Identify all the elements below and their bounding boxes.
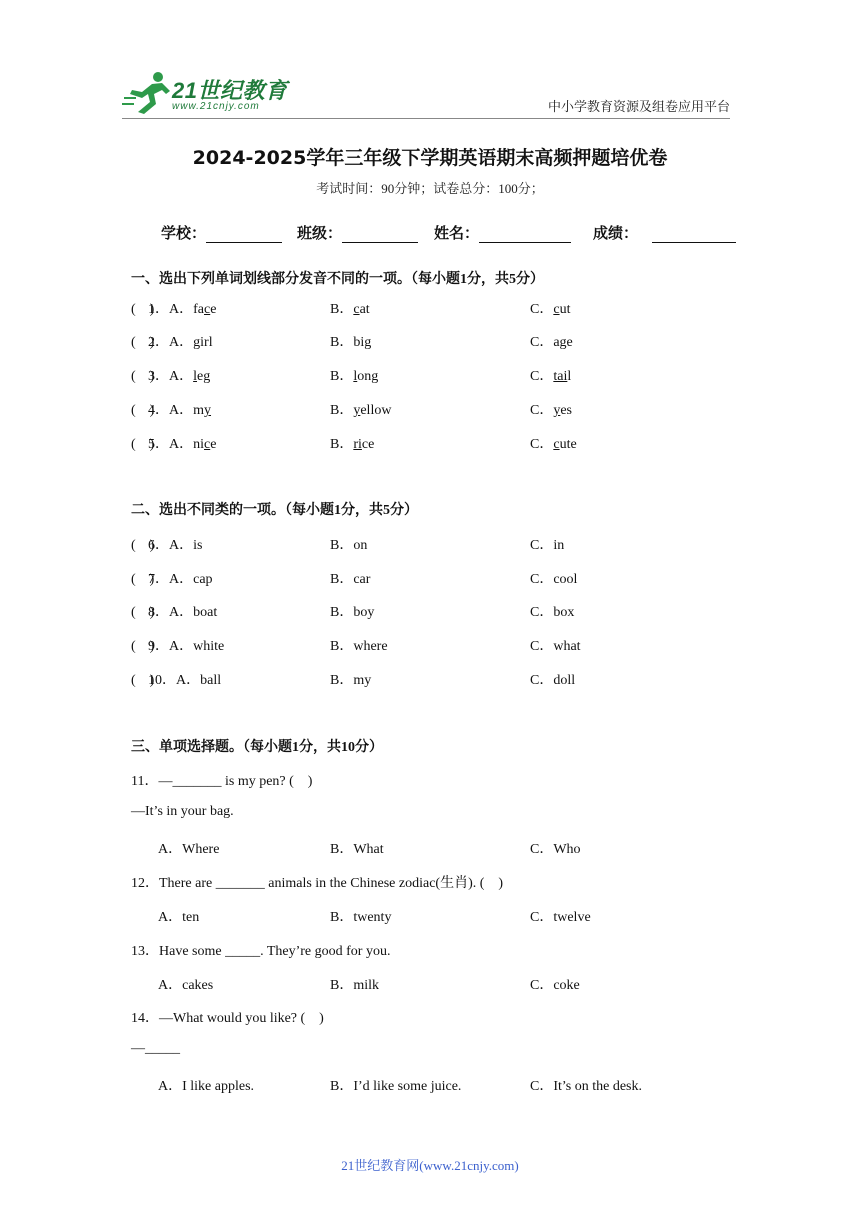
q3-option-b[interactable] bbox=[330, 365, 378, 385]
q4-option-b[interactable] bbox=[330, 399, 391, 419]
q2-option-a[interactable] bbox=[148, 331, 213, 351]
option-text: C．cool bbox=[530, 572, 578, 587]
score-label: 成绩： bbox=[593, 226, 639, 242]
option-text: 4．A． bbox=[148, 403, 194, 418]
class-field[interactable] bbox=[297, 222, 418, 243]
option-text: e bbox=[210, 302, 217, 317]
option-text: ball bbox=[200, 673, 222, 688]
underlined-letters: c bbox=[353, 302, 360, 317]
underlined-letters: c bbox=[204, 302, 211, 317]
option-text: l bbox=[567, 369, 572, 384]
underlined-letters: c bbox=[553, 302, 560, 317]
q14-option-b[interactable]: B．I’d like some juice. bbox=[330, 1079, 462, 1094]
option-text: gir bbox=[193, 335, 209, 350]
option-text: big bbox=[353, 335, 372, 350]
q13-option-b[interactable]: B．milk bbox=[330, 978, 380, 993]
q14-stem: 14．—What would you like? ( ) bbox=[131, 1011, 324, 1026]
q4-option-a[interactable] bbox=[148, 399, 211, 419]
q14-option-c[interactable]: C．It’s on the desk. bbox=[530, 1079, 642, 1094]
q3-option-c[interactable] bbox=[530, 365, 571, 385]
option-text: B．on bbox=[330, 538, 368, 553]
option-text: 3．A． bbox=[148, 369, 194, 384]
option-text: C．in bbox=[530, 538, 565, 553]
option-text: 5．A． bbox=[148, 437, 194, 452]
option-text: ( ) bbox=[131, 673, 155, 688]
option-text: e bbox=[210, 437, 217, 452]
q1-option-c[interactable] bbox=[530, 298, 570, 318]
q9-option-c[interactable] bbox=[530, 635, 581, 655]
q9-option-a[interactable] bbox=[148, 635, 224, 655]
score-blank[interactable] bbox=[652, 228, 736, 243]
option-text: C． bbox=[530, 369, 554, 384]
q11-option-b[interactable]: B．What bbox=[330, 842, 384, 857]
school-field[interactable] bbox=[161, 222, 282, 243]
q12-option-a[interactable]: A．ten bbox=[158, 910, 200, 925]
q5-option-b[interactable] bbox=[330, 433, 374, 453]
q3-option-a[interactable] bbox=[148, 365, 210, 385]
q7-option-a[interactable] bbox=[148, 568, 213, 588]
q13-option-c[interactable]: C．coke bbox=[530, 978, 580, 993]
underlined-letters: l bbox=[353, 369, 358, 384]
option-text: B．car bbox=[330, 572, 371, 587]
q6-option-b[interactable] bbox=[330, 534, 367, 554]
option-text: es bbox=[560, 403, 573, 418]
q10-option-b[interactable] bbox=[330, 669, 371, 689]
option-text: ni bbox=[193, 437, 205, 452]
option-text: ( ) bbox=[131, 572, 155, 587]
footer-link[interactable]: 21世纪教育网(www.21cnjy.com) bbox=[341, 1158, 519, 1173]
q9-option-b[interactable] bbox=[330, 635, 388, 655]
option-text: 7．A． bbox=[148, 572, 194, 587]
option-text: 6．A． bbox=[148, 538, 194, 553]
underlined-letters: ri bbox=[353, 437, 362, 452]
underlined-letters: y bbox=[553, 403, 561, 418]
option-text: B． bbox=[330, 335, 354, 350]
q10-option-a[interactable] bbox=[148, 669, 221, 689]
q5-option-a[interactable] bbox=[148, 433, 216, 453]
option-text: ( ) bbox=[131, 335, 155, 350]
q12-option-b[interactable]: B．twenty bbox=[330, 910, 392, 925]
option-text: B．boy bbox=[330, 605, 375, 620]
option-text: B． bbox=[330, 437, 354, 452]
q8-option-a[interactable] bbox=[148, 601, 217, 621]
underlined-letters: y bbox=[204, 403, 212, 418]
option-text: ( ) bbox=[131, 639, 155, 654]
underlined-letters: y bbox=[353, 403, 361, 418]
q2-option-b[interactable] bbox=[330, 331, 371, 351]
underlined-letters: l bbox=[193, 369, 198, 384]
option-text: ute bbox=[559, 437, 577, 452]
option-text: ( ) bbox=[131, 403, 155, 418]
option-text: B．where bbox=[330, 639, 388, 654]
name-blank[interactable] bbox=[479, 228, 571, 243]
option-text: ut bbox=[559, 302, 571, 317]
underlined-letters: c bbox=[204, 437, 211, 452]
q1-option-a[interactable] bbox=[148, 298, 216, 318]
option-text: 2．A． bbox=[148, 335, 194, 350]
q8-option-c[interactable] bbox=[530, 601, 574, 621]
platform-label: 中小学教育资源及组卷应用平台 bbox=[547, 99, 730, 114]
class-label: 班级： bbox=[297, 226, 343, 242]
q2-option-c[interactable] bbox=[530, 331, 573, 351]
q8-option-b[interactable] bbox=[330, 601, 374, 621]
q11-option-c[interactable]: C．Who bbox=[530, 842, 581, 857]
header-divider bbox=[122, 118, 730, 119]
option-text: C． bbox=[530, 302, 554, 317]
logo-text: 21世纪教育 bbox=[172, 78, 288, 103]
option-text: cap bbox=[193, 572, 213, 587]
q7-option-c[interactable] bbox=[530, 568, 577, 588]
option-text: ( ) bbox=[131, 437, 155, 452]
option-text: B． bbox=[330, 369, 354, 384]
option-text: C．what bbox=[530, 639, 581, 654]
option-text: age bbox=[553, 335, 573, 350]
q6-option-a[interactable] bbox=[148, 534, 202, 554]
page-title: 2024-2025学年三年级下学期英语期末高频押题培优卷 bbox=[192, 147, 668, 169]
option-text: ong bbox=[357, 369, 379, 384]
option-text: C．doll bbox=[530, 673, 576, 688]
logo-url: www.21cnjy.com bbox=[172, 101, 260, 112]
option-text: ( ) bbox=[131, 302, 155, 317]
option-text: ( ) bbox=[131, 369, 155, 384]
option-text: 10．A． bbox=[148, 673, 201, 688]
q10-option-c[interactable] bbox=[530, 669, 575, 689]
option-text: fa bbox=[193, 302, 205, 317]
option-text: B． bbox=[330, 302, 354, 317]
school-blank[interactable] bbox=[206, 228, 282, 243]
option-text: 8．A． bbox=[148, 605, 194, 620]
q4-option-c[interactable] bbox=[530, 399, 572, 419]
option-text: is bbox=[193, 538, 203, 553]
underlined-letters: tai bbox=[553, 369, 568, 384]
option-text: C．box bbox=[530, 605, 575, 620]
option-text: white bbox=[193, 639, 225, 654]
option-text: C． bbox=[530, 437, 554, 452]
q11-line2: —It’s in your bag. bbox=[131, 804, 234, 819]
q14-line2: —_____ bbox=[131, 1041, 180, 1056]
option-text: boat bbox=[193, 605, 218, 620]
option-text: 1．A． bbox=[148, 302, 194, 317]
q12-option-c[interactable]: C．twelve bbox=[530, 910, 591, 925]
section1-heading: 一、选出下列单词划线部分发音不同的一项。（每小题1分，共5分） bbox=[131, 272, 544, 287]
name-label: 姓名： bbox=[434, 226, 480, 242]
option-text: B． bbox=[330, 403, 354, 418]
q1-option-b[interactable] bbox=[330, 298, 370, 318]
underlined-letters: c bbox=[553, 437, 560, 452]
class-blank[interactable] bbox=[342, 228, 418, 243]
q6-option-c[interactable] bbox=[530, 534, 564, 554]
runner-logo-icon bbox=[122, 68, 172, 114]
q14-option-a[interactable]: A．I like apples. bbox=[158, 1079, 255, 1094]
q7-option-b[interactable] bbox=[330, 568, 370, 588]
q11-stem: 11．—_______ is my pen? ( ) bbox=[131, 774, 313, 789]
q12-stem: 12．There are _______ animals in the Chinese zodiac(生肖). ( ) bbox=[131, 876, 504, 891]
option-text: m bbox=[193, 403, 205, 418]
q13-option-a[interactable]: A．cakes bbox=[158, 978, 214, 993]
option-text: ( ) bbox=[131, 538, 155, 553]
name-field[interactable] bbox=[434, 222, 571, 243]
option-text: eg bbox=[197, 369, 211, 384]
section3-heading: 三、单项选择题。（每小题1分，共10分） bbox=[131, 740, 383, 755]
option-text: ce bbox=[361, 437, 375, 452]
option-text: at bbox=[359, 302, 370, 317]
score-field[interactable] bbox=[593, 222, 736, 243]
option-text: C． bbox=[530, 335, 554, 350]
option-text: B．my bbox=[330, 673, 372, 688]
option-text: ellow bbox=[360, 403, 392, 418]
q5-option-c[interactable] bbox=[530, 433, 577, 453]
exam-info: 考试时间：90分钟；试卷总分：100分； bbox=[316, 181, 544, 196]
q11-option-a[interactable]: A．Where bbox=[158, 842, 220, 857]
section2-heading: 二、选出不同类的一项。（每小题1分，共5分） bbox=[131, 503, 418, 518]
option-text: C． bbox=[530, 403, 554, 418]
option-text: 9．A． bbox=[148, 639, 194, 654]
school-label: 学校： bbox=[161, 226, 207, 242]
option-text: l bbox=[208, 335, 213, 350]
q13-stem: 13．Have some _____. They’re good for you. bbox=[131, 944, 391, 959]
option-text: ( ) bbox=[131, 605, 155, 620]
